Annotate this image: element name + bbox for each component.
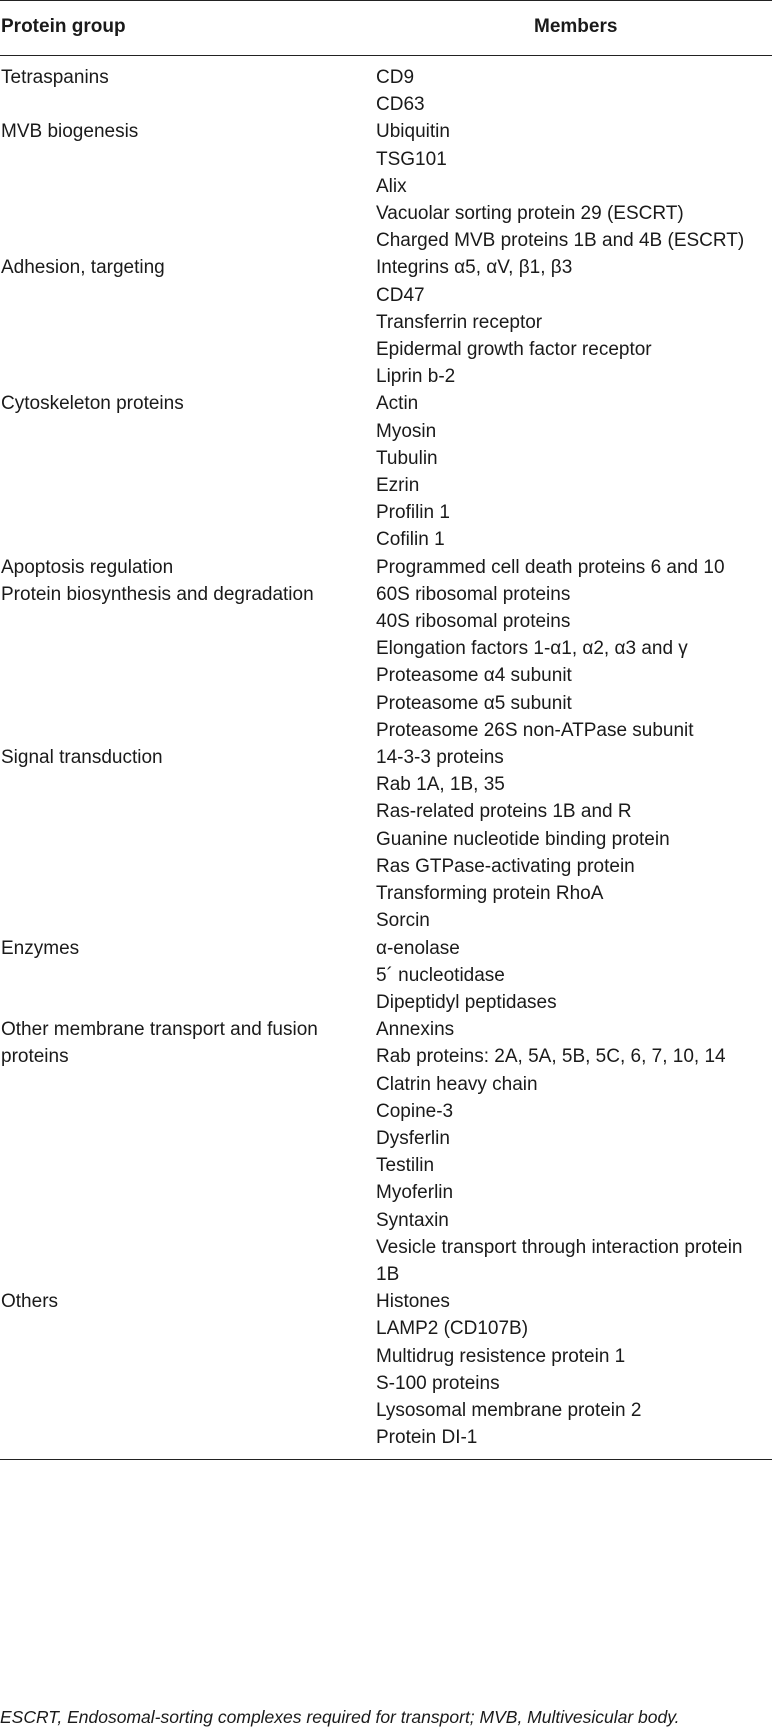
member-item: CD63 (376, 94, 425, 116)
members-list (376, 118, 770, 254)
members-list (376, 1288, 770, 1451)
member-item: Ras-related proteins 1B and R (376, 801, 632, 823)
member-item: TSG101 (376, 148, 447, 170)
member-item: Charged MVB proteins 1B and 4B (ESCRT) (376, 230, 745, 252)
member-item: Protein DI-1 (376, 1427, 478, 1449)
member-item: CD9 (376, 67, 415, 88)
member-item: Dysferlin (376, 1127, 450, 1149)
member-item: Myosin (376, 420, 437, 442)
member-item: Cofilin 1 (376, 529, 445, 551)
table-row (0, 744, 772, 934)
bottom-rule (0, 1459, 772, 1460)
protein-group-label: Signal transduction (1, 747, 163, 769)
protein-group-label: Protein biosynthesis and degradation (1, 583, 314, 605)
header-members: Members (534, 16, 618, 37)
member-item: α-enolase (376, 937, 460, 959)
member-item: Dipeptidyl peptidases (376, 991, 557, 1013)
protein-group-label: Other membrane transport and fusion proteins (1, 1019, 318, 1068)
table-footnote: ESCRT, Endosomal-sorting complexes required for transport; MVB, Multivesicular body. (0, 1707, 680, 1727)
members-list (376, 554, 770, 581)
header-protein-group: Protein group (1, 16, 126, 37)
member-item: Proteasome α4 subunit (376, 665, 572, 687)
table-row (0, 118, 772, 254)
member-item: Copine-3 (376, 1100, 454, 1122)
member-item: Liprin b-2 (376, 366, 456, 388)
member-item: Rab 1A, 1B, 35 (376, 774, 505, 796)
members-list (376, 935, 770, 1017)
member-item: Proteasome 26S non-ATPase subunit (376, 719, 694, 741)
member-item: Vacuolar sorting protein 29 (ESCRT) (376, 203, 684, 225)
member-item: Integrins α5, αV, β1, β3 (376, 257, 573, 279)
member-item: Histones (376, 1291, 450, 1313)
member-item: Ubiquitin (376, 121, 450, 143)
member-item: S-100 proteins (376, 1372, 500, 1394)
member-item: CD47 (376, 284, 425, 306)
table-row (0, 1016, 772, 1288)
member-item: Sorcin (376, 910, 430, 932)
table-row (0, 390, 772, 553)
table-row (0, 935, 772, 1017)
member-item: Testilin (376, 1155, 435, 1177)
member-item: Programmed cell death proteins 6 and 10 (376, 556, 725, 578)
member-item: Elongation factors 1-α1, α2, α3 and γ (376, 638, 688, 660)
member-item: 14-3-3 proteins (376, 747, 504, 769)
member-item: Actin (376, 393, 419, 415)
member-item: Ras GTPase-activating protein (376, 855, 635, 877)
members-list (376, 1016, 770, 1288)
member-item: Lysosomal membrane protein 2 (376, 1399, 642, 1421)
member-item: Transferrin receptor (376, 311, 543, 333)
member-item: Clatrin heavy chain (376, 1073, 538, 1095)
member-item: Proteasome α5 subunit (376, 692, 572, 714)
members-list (376, 581, 770, 744)
member-item: Epidermal growth factor receptor (376, 339, 652, 361)
table-row (0, 554, 772, 581)
member-item: Ezrin (376, 475, 420, 497)
member-item: Profilin 1 (376, 502, 450, 524)
member-item: 40S ribosomal proteins (376, 611, 571, 633)
protein-group-label: Tetraspanins (1, 67, 109, 88)
members-list (376, 744, 770, 934)
table-row (0, 254, 772, 390)
member-item: Transforming protein RhoA (376, 883, 604, 905)
member-item: Vesicle transport through interaction protein 1B (376, 1236, 743, 1285)
member-item: Tubulin (376, 447, 438, 469)
protein-group-label: Adhesion, targeting (1, 257, 165, 279)
member-item: Annexins (376, 1019, 455, 1041)
table-body (0, 56, 772, 1459)
table-row (0, 581, 772, 744)
table-header (0, 1, 772, 55)
protein-group-label: Others (1, 1291, 59, 1313)
member-item: Multidrug resistence protein 1 (376, 1345, 626, 1367)
member-item: Rab proteins: 2A, 5A, 5B, 5C, 6, 7, 10, 14 (376, 1046, 726, 1068)
protein-group-label: Enzymes (1, 937, 80, 959)
table-row (0, 64, 772, 118)
member-item: Myoferlin (376, 1182, 454, 1204)
members-list (376, 390, 770, 553)
member-item: 60S ribosomal proteins (376, 583, 571, 605)
member-item: LAMP2 (CD107B) (376, 1318, 529, 1340)
member-item: 5´ nucleotidase (376, 964, 505, 986)
protein-group-label: MVB biogenesis (1, 121, 139, 143)
member-item: Syntaxin (376, 1209, 449, 1231)
table-row (0, 1288, 772, 1451)
protein-group-label: Cytoskeleton proteins (1, 393, 184, 415)
member-item: Guanine nucleotide binding protein (376, 828, 670, 850)
members-list (376, 64, 770, 118)
protein-group-label: Apoptosis regulation (1, 556, 174, 578)
members-list (376, 254, 770, 390)
member-item: Alix (376, 175, 407, 197)
